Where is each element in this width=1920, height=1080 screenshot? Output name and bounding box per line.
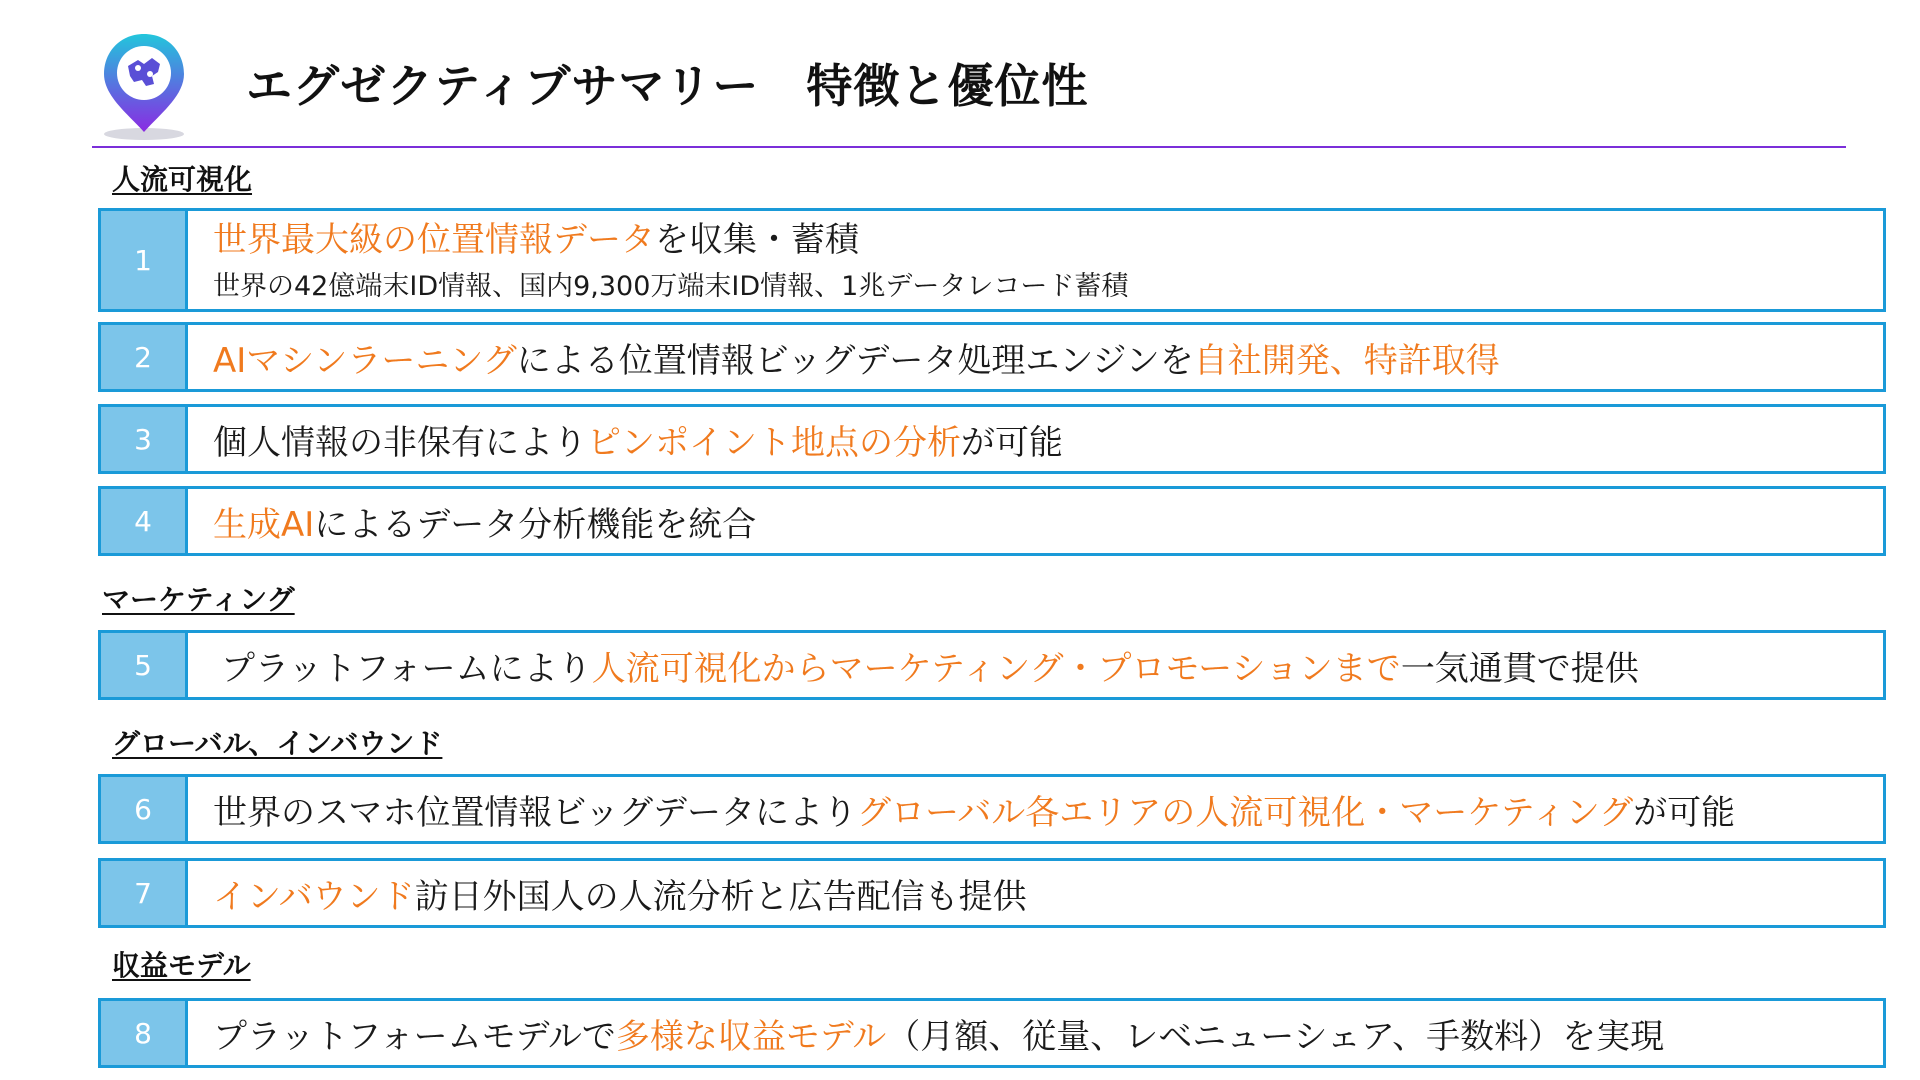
body-text: が可能 [961, 422, 1063, 463]
row-number: 4 [101, 489, 188, 553]
body-text: プラットフォームモデルで [213, 1016, 616, 1057]
row-content [213, 489, 1873, 553]
feature-row-4 [98, 486, 1886, 556]
body-text: （月額、従量、レベニューシェア、手数料）を実現 [886, 1016, 1665, 1057]
feature-row-6 [98, 774, 1886, 844]
row-number: 3 [101, 407, 188, 471]
row-main-line [213, 785, 1873, 834]
section-heading-global-inbound: グローバル、インバウンド [112, 727, 443, 760]
row-main-line [221, 641, 1873, 690]
row-subtext: 世界の42億端末ID情報、国内9,300万端末ID情報、1兆データレコード蓄積 [213, 270, 1129, 302]
row-number: 7 [101, 861, 188, 925]
row-main-line [213, 415, 1873, 464]
row-main-line [213, 869, 1873, 918]
highlight-text: 世界最大級の位置情報データ [213, 219, 655, 260]
row-main-line [213, 497, 1873, 546]
body-text: 一気通貫で提供 [1400, 648, 1639, 689]
row-content [213, 407, 1873, 471]
highlight-text: AIマシンラーニング [213, 340, 517, 381]
highlight-text: 人流可視化からマーケティング・プロモーションまで [591, 648, 1401, 689]
section-heading-people-flow: 人流可視化 [112, 163, 253, 196]
body-text: プラットフォームにより [221, 648, 592, 689]
highlight-text: ピンポイント地点の分析 [587, 422, 961, 463]
feature-row-8 [98, 998, 1886, 1068]
row-content [213, 211, 1873, 309]
row-content [213, 325, 1873, 389]
feature-row-1 [98, 208, 1886, 312]
row-main-line [213, 1009, 1873, 1058]
body-text: 世界のスマホ位置情報ビッグデータにより [213, 792, 857, 833]
body-text: 訪日外国人の人流分析と広告配信も提供 [414, 876, 1027, 917]
body-text: によるデータ分析機能を統合 [314, 504, 757, 545]
row-content [213, 1001, 1873, 1065]
highlight-text: インバウンド [213, 876, 415, 917]
page-title: エグゼクティブサマリー 特徴と優位性 [246, 59, 1089, 113]
row-content [213, 777, 1873, 841]
row-number: 2 [101, 325, 188, 389]
feature-row-7 [98, 858, 1886, 928]
body-text: 個人情報の非保有により [213, 422, 587, 463]
section-heading-revenue-model: 収益モデル [112, 949, 251, 982]
feature-row-3 [98, 404, 1886, 474]
body-text: を収集・蓄積 [655, 219, 859, 260]
row-content [213, 861, 1873, 925]
body-text: が可能 [1633, 792, 1736, 833]
feature-row-5 [98, 630, 1886, 700]
row-number: 1 [101, 211, 188, 309]
body-text: による位置情報ビッグデータ処理エンジンを [516, 340, 1194, 381]
feature-row-2 [98, 322, 1886, 392]
row-main-line [213, 218, 1873, 262]
title-divider [92, 146, 1846, 148]
row-number: 8 [101, 1001, 188, 1065]
highlight-text: 自社開発、特許取得 [1193, 340, 1500, 381]
highlight-text: グローバル各エリアの人流可視化・マーケティング [856, 792, 1634, 833]
section-heading-marketing: マーケティング [102, 583, 295, 616]
highlight-text: 生成AI [213, 504, 315, 545]
row-main-line [213, 333, 1873, 382]
map-pin-logo-icon [98, 30, 190, 142]
row-content [221, 633, 1873, 697]
row-number: 5 [101, 633, 188, 697]
highlight-text: 多様な収益モデル [615, 1016, 887, 1057]
row-number: 6 [101, 777, 188, 841]
